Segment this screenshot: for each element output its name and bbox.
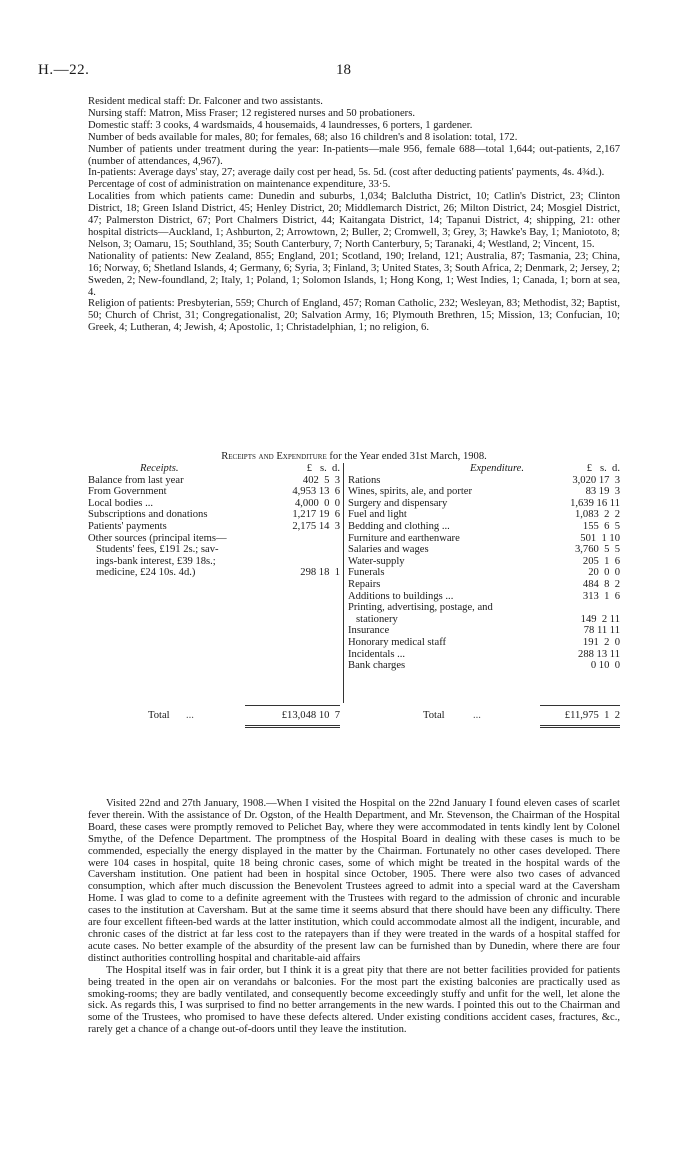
ledger-row [88,475,340,487]
ledger-row-amount: 313 1 6 [582,590,620,602]
ledger-row-label: Bedding and clothing ... [348,520,450,532]
ledger-row-label: Balance from last year [88,474,184,486]
receipts-total-row [88,710,340,722]
ledger-row [348,498,620,510]
expenditure-total-rule [540,705,620,706]
ledger-row-label: stationery [356,613,398,625]
expenditure-header-row [348,463,620,475]
ledger-row [348,579,620,591]
ledger-row-label: ings-bank interest, £39 18s.; [96,555,216,567]
receipts-heading: Receipts. [140,463,179,474]
ledger-row-label: Incidentals ... [348,648,406,660]
ledger-row [348,475,620,487]
ledger-row [348,602,620,614]
ledger-row-amount: 4,953 13 6 [292,486,340,498]
ledger-row [348,556,620,568]
ledger-row-label: Insurance [348,625,390,637]
account-title-rest: for the Year ended 31st March, 1908. [326,451,487,462]
receipts-total-rule [245,705,340,706]
ledger-row-amount: 4,000 0 0 [294,497,340,509]
paragraph: Nursing staff: Matron, Miss Fraser; 12 registered nurses and 50 probationers. [88,107,415,119]
paragraph: Religion of patients: Presbyterian, 559; Church of England, 457; Roman Catholic, 232; Wesleyan, 83; Methodist, 32; Baptist, 50; Church of Christ, 31; Congregationalist, 20; Salvation Army, 16; Plymouth Brethren, 15; Mission, 13; Confucian, 10; Greek, 4; Lutheran, 4; Jewish, 4; Apostolic, 1; Christadelphian, 1; no religion, 6. [88,298,620,334]
ledger-row-label: Patients' payments [88,520,167,532]
ledger-row-label: Students' fees, £191 2s.; sav- [96,544,219,556]
ledger-row [88,556,340,568]
ledger-row-label: Subscriptions and donations [88,509,208,521]
ledger-row [88,567,340,579]
ledger-row-amount: 3,020 17 3 [572,474,620,486]
ledger-row-amount: 2,175 14 3 [292,520,340,532]
leader-dots: ... [186,710,194,721]
account-title-smallcaps: Receipts and Expenditure [221,451,327,462]
ledger-row-label: Wines, spirits, ale, and porter [348,486,473,498]
ledger-row-amount: 205 1 6 [582,555,620,567]
ledger-row-label: Salaries and wages [348,544,429,556]
currency-heading: £ s. d. [586,463,620,474]
ledger-row-label: Other sources (principal items— [88,532,227,544]
paragraph: Number of patients under treatment during the year: In-patients—male 956, female 688—total 1,644; out-patients, 2,167 (number of attendances, 4,967). [88,143,620,167]
leader-dots: ... [473,710,481,721]
paragraph: The Hospital itself was in fair order, but I think it is a great pity that there are not better facilities provided for patients being treated in the open air on verandahs or balconies. For the most part the existing balconies are practically used as smoking-rooms; they are badly ventilated, and consequently become exceedingly stuffy and unfit for the well, let alone the sick. As regards this, I was surprised to find no better arrangements in the new wards. I pointed this out to the Chairman and some of the Trustees, who promised to have these defects altered. Under existing conditions accident cases, fractures, &c., rarely get a chance of a change out-of-doors until they leave the institution. [88,964,620,1036]
ledger-row-label: Water-supply [348,555,405,567]
receipts-header-row [88,463,340,475]
ledger-row [88,509,340,521]
ledger-row-label: Additions to buildings ... [348,590,454,602]
paragraph: In-patients: Average days' stay, 27; average daily cost per head, 5s. 5d. (cost after deducting patients' payments, 4s. 4¾d.). [88,167,605,179]
paragraph: Visited 22nd and 27th January, 1908.—When I visited the Hospital on the 22nd January I found eleven cases of scarlet fever therein. With the assistance of Dr. Ogston, of the Health Department, and Mr. Stevenson, the Chairman of the Hospital Board, these cases were promptly removed to Pelichet Bay, where they were accommodated in tents kindly lent by Colonel Smythe, of the Defence Department. The promptness of the Hospital Board in dealing with these cases is much to be commended, especially the energy displayed in the matter by the Chairman. Fortunately no other cases developed. There were 104 cases in hospital, quite 18 being chronic cases, some of which might be treated in the hospital wards of the Caversham institution. One patient had been in hospital since October, 1905. There were also two cases of advanced consumption, which after much discussion the Benevolent Trustees agreed to admit into a special ward at the Caversham Home. I was glad to come to a definite agreement with the Trustees with regard to the admission of chronic and incurable cases to the institution at Caversham. But at the same time it seems absurd that there should have been any difficulty. There are four excellent fifteen-bed wards at the latter institution, which could accommodate almost all the indigent, incurable, and chronic cases of the district at far less cost to the ratepayers than if they were treated in the wards of a hospital staffed for acute cases. No better example of the absurdity of the present law can be furnished than by Dunedin, where there are four distinct authorities controlling hospital and charitable-aid affairs [88,798,620,964]
ledger-row-amount: 155 6 5 [582,520,620,532]
receipts-total-label: Total [148,710,170,721]
ledger-row-amount: 191 2 0 [582,636,620,648]
ledger-row-label: Local bodies ... [88,497,154,509]
ledger-row [348,625,620,637]
expenditure-heading: Expenditure. [470,463,525,474]
expenditure-double-rule [540,725,620,728]
paragraph: Number of beds available for males, 80; for females, 68; also 16 children's and 8 isolation: total, 172. [88,131,518,143]
ledger-row-amount: 288 13 11 [578,648,620,660]
ledger-row [348,521,620,533]
ledger-row-amount: 484 8 2 [582,578,620,590]
ledger-row [88,498,340,510]
account-title [88,451,620,462]
ledger-row [348,660,620,672]
paragraph: Nationality of patients: New Zealand, 855; England, 201; Scotland, 190; Ireland, 121; Australia, 87; Tasmania, 23; China, 16; Norway, 6; Shetland Islands, 4; Germany, 6; Syria, 3; Finland, 3; United States, 3; South Africa, 2; Denmark, 2; Jersey, 2; Sweden, 2; New-foundland, 2; Italy, 1; Poland, 1; Solomon Islands, 1; Hong Kong, 1; West Indies, 1; Canada, 1; born at sea, 4. [88,250,620,298]
expenditure-total-amount: £11,975 1 2 [564,710,620,721]
ledger-row [348,544,620,556]
expenditure-total-label: Total [423,710,445,721]
ledger-row [88,533,340,545]
ledger-row-amount: 78 11 11 [583,625,620,637]
ledger-row [348,509,620,521]
ledger-row-amount: 298 18 1 [300,567,340,579]
ledger-row-label: Printing, advertising, postage, and [348,602,493,614]
receipts-double-rule [245,725,340,728]
currency-heading: £ s. d. [306,463,340,474]
ledger-row-label: Bank charges [348,660,406,672]
receipts-rows [88,475,340,579]
ledger-row-amount: 0 10 0 [590,660,620,672]
ledger-row [348,533,620,545]
receipts-total-amount: £13,048 10 7 [281,710,340,721]
page-number: 18 [336,62,351,78]
ledger-row-amount: 149 2 11 [580,613,620,625]
report-reference: H.—22. [38,62,90,78]
ledger-row [88,544,340,556]
ledger-row-label: Rations [348,474,381,486]
ledger-row-amount: 402 5 3 [302,474,340,486]
ledger-row-label: Repairs [348,578,381,590]
ledger-row-amount: 3,760 5 5 [574,544,620,556]
paragraph: Localities from which patients came: Dunedin and suburbs, 1,034; Balclutha District, 10; Catlin's District, 23; Clinton District, 18; Green Island District, 45; Henley District, 20; Middlemarch District, 26; Milton District, 24; Mosgiel District, 47; Palmerston District, 67; Port Chalmers District, 44; Kaitangata District, 14; Tapanui District, 4; shipping, 21: other hospital districts—Auckland, 1; Ashburton, 2; Arrowtown, 2; Buller, 2; Cromwell, 3; Grey, 3; Hawke's Bay, 1; Maniototo, 8; Nelson, 3; Oamaru, 15; Southland, 35; South Canterbury, 7; North Canterbury, 5; Taranaki, 4; Westland, 2; Vincent, 15. [88,191,620,250]
ledger-row [348,567,620,579]
ledger-row [348,614,620,626]
receipts-column [88,463,340,579]
ledger-row [348,649,620,661]
ledger-row [88,486,340,498]
ledger-row [348,486,620,498]
paragraph: Resident medical staff: Dr. Falconer and two assistants. [88,96,323,107]
ledger-row-label: From Government [88,486,167,498]
paragraph: Percentage of cost of administration on maintenance expenditure, 33·5. [88,179,391,191]
ledger-row-label: Funerals [348,567,385,579]
expenditure-rows [348,475,620,672]
ledger-row-amount: 83 19 3 [585,486,620,498]
expenditure-total-row [343,710,620,722]
ledger-row-label: Fuel and light [348,509,407,521]
ledger-row-amount: 1,083 2 2 [574,509,620,521]
hospital-statistics [88,96,620,334]
ledger-row-label: medicine, £24 10s. 4d.) [96,567,196,579]
ledger-row [88,521,340,533]
inspection-report [88,798,620,1036]
expenditure-column [343,463,620,703]
ledger-row-amount: 501 1 10 [580,532,620,544]
paragraph: Domestic staff: 3 cooks, 4 wardsmaids, 4 housemaids, 4 laundresses, 6 porters, 1 gardener. [88,119,473,131]
ledger-row-label: Surgery and dispensary [348,497,448,509]
ledger-row-amount: 1,217 19 6 [292,509,340,521]
ledger-row-amount: 20 0 0 [588,567,620,579]
ledger-row-label: Honorary medical staff [348,636,447,648]
ledger-row-label: Furniture and earthenware [348,532,460,544]
ledger-row [348,637,620,649]
ledger-row [348,591,620,603]
ledger-row-amount: 1,639 16 11 [570,497,620,509]
